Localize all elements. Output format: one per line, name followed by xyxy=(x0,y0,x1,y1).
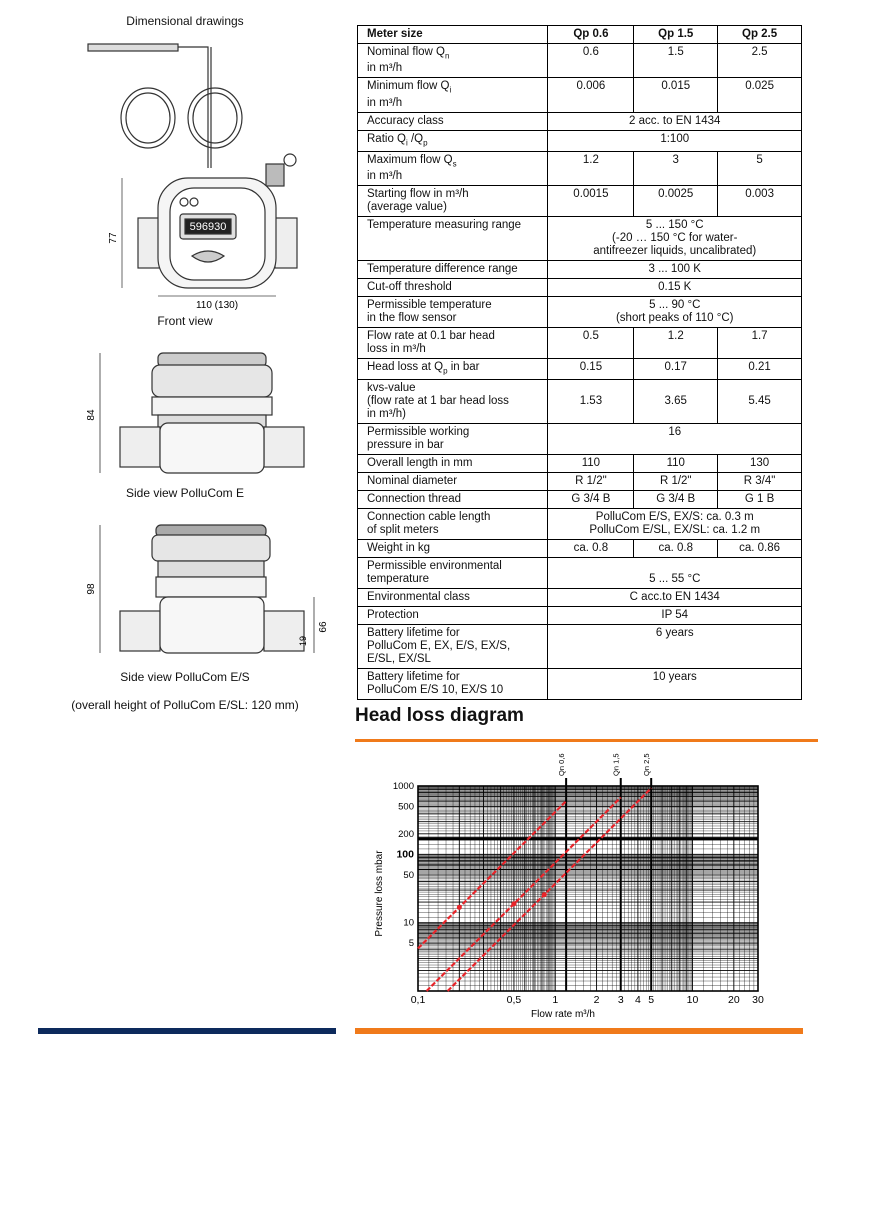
row-value-span: PolluCom E/S, EX/S: ca. 0.3 m PolluCom E/SL, EX/SL: ca. 1.2 m xyxy=(548,509,802,540)
row-value: 0.21 xyxy=(718,359,802,380)
x-tick-label: 2 xyxy=(593,994,600,1006)
overall-height-note: (overall height of PolluCom E/SL: 120 mm) xyxy=(71,698,299,712)
row-value: ca. 0.8 xyxy=(548,540,634,558)
row-label: Ratio $Q_i$ $/Q_p$ xyxy=(358,130,548,151)
table-row xyxy=(358,130,802,151)
row-label: Nominal flow $Q_n$ in m³/h xyxy=(358,44,548,78)
row-label: Connection thread xyxy=(358,491,548,509)
table-row xyxy=(358,607,802,625)
row-value: ca. 0.8 xyxy=(634,540,718,558)
row-value: 1.2 xyxy=(548,151,634,185)
orange-divider-bottom xyxy=(355,1028,803,1034)
side-view-es-caption: Side view PolluCom E/S xyxy=(120,670,250,684)
y-tick-label: 100 xyxy=(396,848,414,861)
table-row xyxy=(358,589,802,607)
series-point xyxy=(457,905,462,910)
x-axis-label: Flow rate m³/h xyxy=(531,1009,595,1020)
y-tick-label: 1000 xyxy=(392,781,414,792)
technical-data-table xyxy=(357,25,802,700)
row-label: Accuracy class xyxy=(358,112,548,130)
x-tick-label: 0,1 xyxy=(410,994,426,1006)
x-tick-label: 0,5 xyxy=(506,994,522,1006)
front-view-drawing xyxy=(80,38,330,318)
dim-66: 66 xyxy=(318,621,329,633)
row-value: 3 xyxy=(634,151,718,185)
row-value: R 1/2" xyxy=(634,473,718,491)
row-value-span: 3 ... 100 K xyxy=(548,261,802,279)
table-row xyxy=(358,540,802,558)
side-view-e-drawing xyxy=(80,345,330,480)
orange-divider-top xyxy=(355,739,818,742)
row-value: G 3/4 B xyxy=(634,491,718,509)
row-value-span: 10 years xyxy=(548,669,802,700)
row-value-span: 2 acc. to EN 1434 xyxy=(548,112,802,130)
table-row xyxy=(358,112,802,130)
dim-19: 19 xyxy=(298,635,308,647)
row-value: G 1 B xyxy=(718,491,802,509)
row-label: Environmental class xyxy=(358,589,548,607)
row-label: Weight in kg xyxy=(358,540,548,558)
x-tick-label: 30 xyxy=(752,994,764,1006)
qn-label: Qn 2,5 xyxy=(642,753,652,776)
dim-77: 77 xyxy=(108,232,119,244)
row-value-span: 1:100 xyxy=(548,130,802,151)
row-value: 2.5 xyxy=(718,44,802,78)
table-row xyxy=(358,328,802,359)
row-value: 5.45 xyxy=(718,380,802,424)
qn-label: Qn 1,5 xyxy=(611,753,621,776)
header-qp06: Qp 0.6 xyxy=(548,26,634,44)
row-value-span: 6 years xyxy=(548,625,802,669)
row-label: Starting flow in m³/h (average value) xyxy=(358,186,548,217)
row-label: Connection cable length of split meters xyxy=(358,509,548,540)
x-tick-label: 3 xyxy=(617,994,624,1006)
y-axis-label: Pressure loss mbar xyxy=(374,850,385,937)
side-view-es-drawing xyxy=(80,515,330,665)
table-row xyxy=(358,455,802,473)
row-value: 1.53 xyxy=(548,380,634,424)
row-value: 1.2 xyxy=(634,328,718,359)
row-value: R 1/2" xyxy=(548,473,634,491)
x-tick-label: 5 xyxy=(648,994,655,1006)
row-value: 0.5 xyxy=(548,328,634,359)
x-tick-label: 4 xyxy=(634,994,641,1006)
table-row xyxy=(358,261,802,279)
row-value: 0.17 xyxy=(634,359,718,380)
dim-110: 110 (130) xyxy=(195,300,239,311)
table-row xyxy=(358,491,802,509)
table-row xyxy=(358,217,802,261)
row-value-span: 16 xyxy=(548,424,802,455)
row-label: Battery lifetime for PolluCom E/S 10, EX/S 10 xyxy=(358,669,548,700)
x-tick-label: 20 xyxy=(727,994,740,1006)
row-value-span: 5 ... 150 °C (-20 … 150 °C for water- antifreezer liquids, uncalibrated) xyxy=(548,217,802,261)
row-value: 0.6 xyxy=(548,44,634,78)
row-value-span: C acc.to EN 1434 xyxy=(548,589,802,607)
table-row xyxy=(358,186,802,217)
row-value: 0.15 xyxy=(548,359,634,380)
y-tick-label: 50 xyxy=(403,869,414,881)
table-header-row xyxy=(358,26,802,44)
y-tick-label: 500 xyxy=(398,801,414,813)
header-qp15: Qp 1.5 xyxy=(634,26,718,44)
series-point xyxy=(511,901,516,906)
table-row xyxy=(358,380,802,424)
row-label: Permissible environmental temperature xyxy=(358,558,548,589)
row-label: Protection xyxy=(358,607,548,625)
navy-divider-bottom xyxy=(38,1028,336,1034)
x-tick-label: 10 xyxy=(686,994,699,1006)
table-row xyxy=(358,359,802,380)
table-row xyxy=(358,44,802,78)
row-value: 0.003 xyxy=(718,186,802,217)
row-value: 0.0015 xyxy=(548,186,634,217)
row-label: Head loss at $Q_p$ in bar xyxy=(358,359,548,380)
plot-frame xyxy=(418,786,758,991)
row-label: Minimum flow $Q_i$ in m³/h xyxy=(358,78,548,112)
table-row xyxy=(358,558,802,589)
table-row xyxy=(358,473,802,491)
qn-label: Qn 0,6 xyxy=(557,753,567,776)
row-label: Flow rate at 0.1 bar head loss in m³/h xyxy=(358,328,548,359)
row-label: Overall length in mm xyxy=(358,455,548,473)
row-label: Nominal diameter xyxy=(358,473,548,491)
row-label: Cut-off threshold xyxy=(358,279,548,297)
row-label: Temperature measuring range xyxy=(358,217,548,261)
row-label: Temperature difference range xyxy=(358,261,548,279)
row-value-span: 5 ... 55 °C xyxy=(548,558,802,589)
table-row xyxy=(358,625,802,669)
dim-98: 98 xyxy=(86,583,97,595)
row-value: 110 xyxy=(548,455,634,473)
table-row xyxy=(358,297,802,328)
row-value: 1.5 xyxy=(634,44,718,78)
table-row xyxy=(358,424,802,455)
table-row xyxy=(358,151,802,185)
dim-84: 84 xyxy=(86,409,97,421)
row-label: kvs-value (flow rate at 1 bar head loss in m³/h) xyxy=(358,380,548,424)
front-view-caption: Front view xyxy=(157,314,213,328)
row-label: Permissible temperature in the flow sensor xyxy=(358,297,548,328)
row-value: 0.0025 xyxy=(634,186,718,217)
table-row xyxy=(358,509,802,540)
y-tick-label: 10 xyxy=(403,917,414,929)
row-value-span: 0.15 K xyxy=(548,279,802,297)
row-value: 110 xyxy=(634,455,718,473)
row-value: 0.015 xyxy=(634,78,718,112)
display-readout: 596930 xyxy=(189,221,227,233)
head-loss-chart xyxy=(355,748,815,1023)
row-value: ca. 0.86 xyxy=(718,540,802,558)
row-value: 3.65 xyxy=(634,380,718,424)
header-qp25: Qp 2.5 xyxy=(718,26,802,44)
table-row xyxy=(358,279,802,297)
row-value: 5 xyxy=(718,151,802,185)
header-meter-size: Meter size xyxy=(358,26,548,44)
row-value: 130 xyxy=(718,455,802,473)
row-value-span: IP 54 xyxy=(548,607,802,625)
row-label: Maximum flow $Q_s$ in m³/h xyxy=(358,151,548,185)
table-body xyxy=(358,44,802,700)
side-view-e-caption: Side view PolluCom E xyxy=(125,486,245,500)
row-value-span: 5 ... 90 °C (short peaks of 110 °C) xyxy=(548,297,802,328)
row-label: Permissible working pressure in bar xyxy=(358,424,548,455)
row-value: 0.006 xyxy=(548,78,634,112)
head-loss-title: Head loss diagram xyxy=(355,705,524,726)
table-row xyxy=(358,669,802,700)
x-tick-label: 1 xyxy=(552,994,559,1006)
y-tick-label: 200 xyxy=(398,828,414,840)
row-label: Battery lifetime for PolluCom E, EX, E/S, EX/S, E/SL, EX/SL xyxy=(358,625,548,669)
row-value: 0.025 xyxy=(718,78,802,112)
dimensional-drawings-title: Dimensional drawings xyxy=(126,14,244,28)
row-value: R 3/4" xyxy=(718,473,802,491)
row-value: 1.7 xyxy=(718,328,802,359)
series-point xyxy=(542,892,547,897)
table-row xyxy=(358,78,802,112)
y-tick-label: 5 xyxy=(408,938,414,950)
row-value: G 3/4 B xyxy=(548,491,634,509)
